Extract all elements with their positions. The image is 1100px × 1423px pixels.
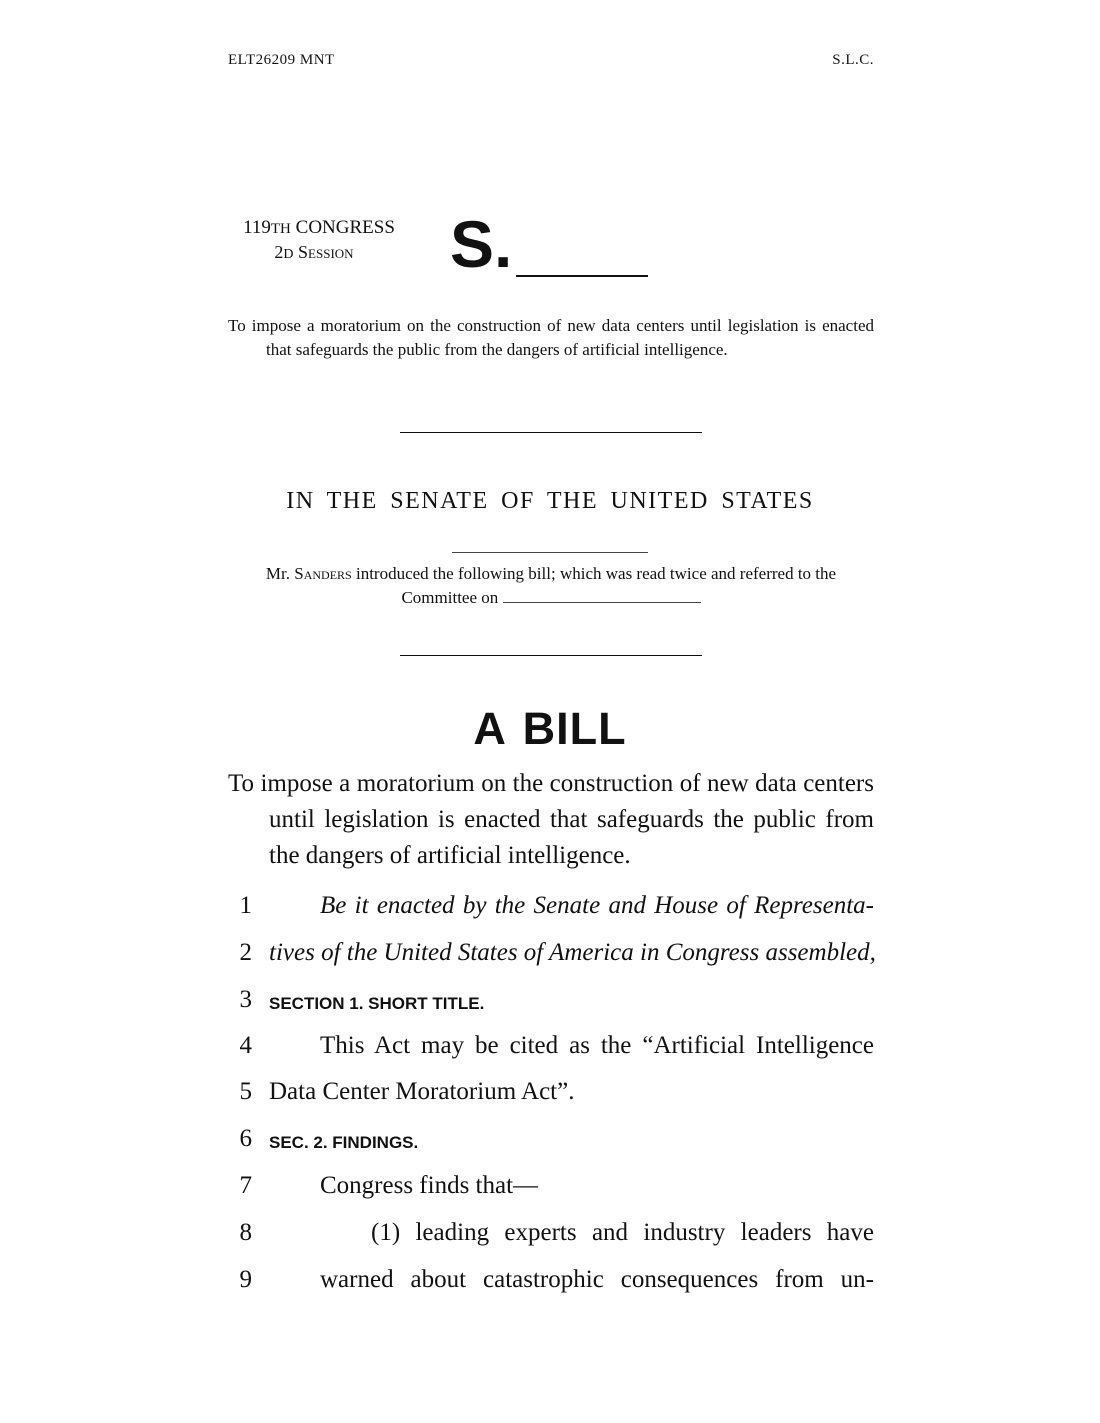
congress-suffix: TH [270, 221, 291, 237]
line-number: 3 [239, 986, 252, 1013]
bill-text: (1) leading experts and industry leaders have [371, 1219, 874, 1246]
bill-line [228, 1172, 874, 1219]
line-number: 5 [239, 1078, 252, 1105]
committee-blank [503, 588, 701, 603]
bill-heading: A BILL [473, 703, 627, 754]
bill-text: Data Center Moratorium Act”. [269, 1078, 575, 1105]
divider-rule-short [452, 552, 648, 553]
congress-session-block [228, 216, 410, 266]
slc-marker: S.L.C. [832, 52, 874, 68]
line-number: 1 [239, 892, 252, 919]
bill-line [228, 986, 874, 1033]
bill-line [228, 892, 874, 939]
chamber-heading: IN THE SENATE OF THE UNITED STATES [286, 488, 814, 514]
line-number: 9 [239, 1266, 252, 1293]
sponsor-name: Sanders [294, 564, 352, 583]
bill-number-prefix: S. [450, 207, 513, 281]
introduction-text: introduced the following bill; which was read twice and referred to the Committee on [355, 564, 837, 607]
document-code: ELT26209 MNT [228, 52, 335, 68]
line-number: 2 [239, 939, 252, 966]
line-number: 7 [239, 1172, 252, 1199]
enacting-clause: Be it enacted by the Senate and House of Representa- [320, 892, 874, 919]
bill-line [228, 1125, 874, 1172]
bill-line [228, 1078, 874, 1125]
bill-line [228, 1032, 874, 1079]
divider-rule-bottom [400, 655, 702, 656]
sponsor-title: Mr. [265, 564, 291, 583]
section-heading: SECTION 1. SHORT TITLE. [269, 994, 485, 1013]
divider-rule-top [400, 432, 702, 433]
session-number: 2 [274, 242, 284, 262]
congress-line [228, 216, 410, 241]
session-suffix: D [283, 247, 294, 262]
section-heading: SEC. 2. FINDINGS. [269, 1133, 419, 1152]
bill-line [228, 1266, 874, 1313]
congress-word: CONGRESS [295, 217, 395, 238]
line-number: 8 [239, 1219, 252, 1246]
bill-line [228, 1219, 874, 1266]
bill-number-blank [516, 275, 648, 277]
enacting-clause: tives of the United States of America in Congress assembled, [269, 939, 876, 966]
bill-text: warned about catastrophic consequences from un- [320, 1266, 874, 1293]
line-number: 4 [239, 1032, 252, 1059]
line-number: 6 [239, 1125, 252, 1152]
bill-text: This Act may be cited as the “Artificial Intelligence [320, 1032, 874, 1059]
bill-line [228, 939, 874, 986]
bill-text: Congress finds that— [320, 1172, 539, 1199]
long-title: To impose a moratorium on the construction of new data centers until legislation is enacted that safeguards the public from the dangers of artificial intelligence. [228, 770, 874, 869]
congress-number: 119 [243, 217, 271, 238]
session-line [218, 241, 410, 266]
short-title: To impose a moratorium on the construction of new data centers until legislation is enacted that safeguards the public from the dangers of artificial intelligence. [228, 316, 874, 359]
session-word: Session [298, 242, 354, 262]
introduction-statement [228, 562, 874, 609]
